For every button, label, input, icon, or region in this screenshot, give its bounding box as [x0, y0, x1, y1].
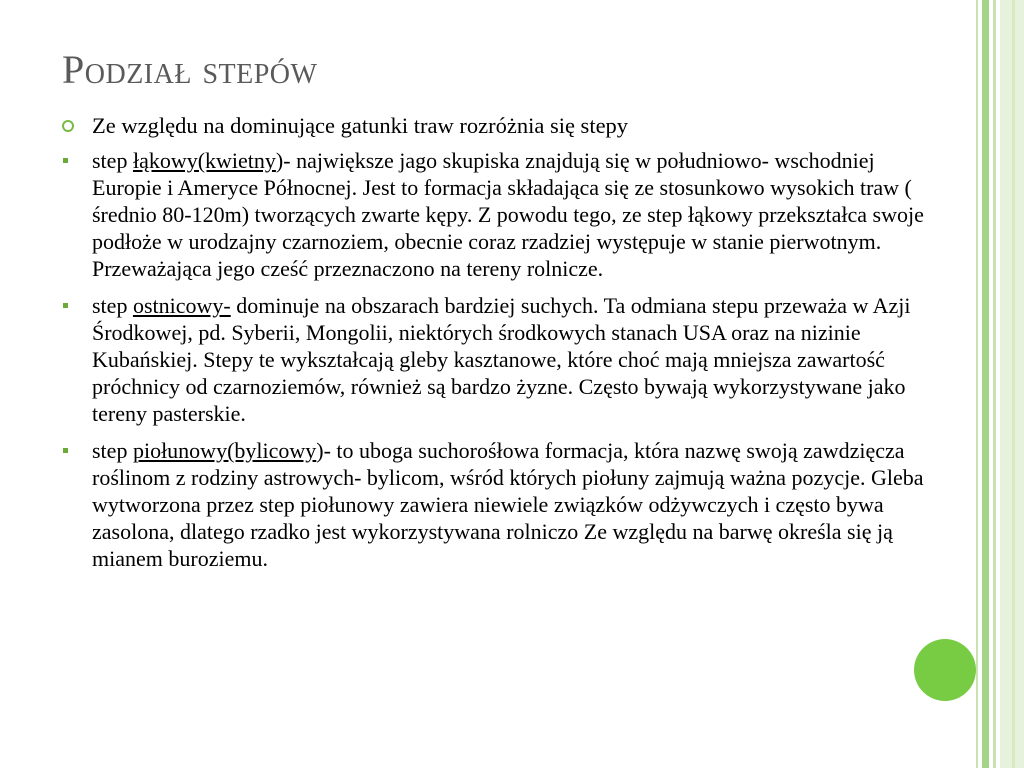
list-item: [62, 147, 942, 282]
slide-content: [62, 112, 942, 582]
square-bullet-icon: [63, 303, 68, 308]
item-term: ostnicowy-: [132, 293, 231, 318]
intro-paragraph: [62, 112, 942, 139]
decorative-circle: [914, 639, 976, 701]
stripe: [1012, 0, 1015, 768]
stripe: [993, 0, 996, 768]
square-bullet-icon: [63, 158, 68, 163]
item-text: dominuje na obszarach bardziej suchych. Ta odmiana stepu przeważa w Azji Środkowej, pd. Syberii, Mongolii, niektórych środkowych stanach USA oraz na nizinie Kubańskiej. Stepy te wykształcają gleby kasztanowe, które choć mają mniejsza zawartość próchnicy od czarnoziemów, również są bardzo żyzne. Często bywają wykorzystywane jako tereny pasterskie.: [92, 293, 911, 426]
stripe: [976, 0, 978, 768]
list-item: [62, 437, 942, 572]
item-prefix: step: [92, 148, 133, 173]
item-text: )- to uboga suchorośłowa formacja, która nazwę swoją zawdzięcza roślinom z rodziny astrowych- bylicom, wśród których piołuny zajmują ważna pozycje. Gleba wytworzona przez step piołunowy zawiera niewiele związków odżywczych i często bywa zasolona, dlatego rzadko jest wykorzystywana rolniczo Ze względu na barwę określa się ją mianem buroziemu.: [92, 438, 924, 571]
slide-title: Podział stepów: [62, 47, 318, 92]
ring-bullet-icon: [62, 120, 74, 132]
item-text: )- największe jago skupiska znajdują się w południowo- wschodniej Europie i Ameryce Północnej. Jest to formacja składająca się ze stosunkowo wysokich traw ( średnio 80-120m) tworzących zwarte kępy. Z powodu tego, ze step łąkowy przekształca swoje podłoże w urodzajny czarnoziem, obecnie coraz rzadziej występuje w stanie pierwotnym. Przeważająca jego cześć przeznaczono na tereny rolnicze.: [92, 148, 924, 281]
item-term: piołunowy(bylicowy: [132, 438, 317, 463]
item-term: łąkowy(kwietny: [132, 148, 276, 173]
square-bullet-icon: [63, 448, 68, 453]
list-item: [62, 292, 942, 427]
item-prefix: step: [92, 438, 133, 463]
stripe: [982, 0, 989, 768]
decorative-stripes: [976, 0, 1024, 768]
steppe-type-list: [62, 147, 942, 572]
intro-text: Ze względu na dominujące gatunki traw rozróżnia się stepy: [92, 113, 629, 138]
item-prefix: step: [92, 293, 133, 318]
